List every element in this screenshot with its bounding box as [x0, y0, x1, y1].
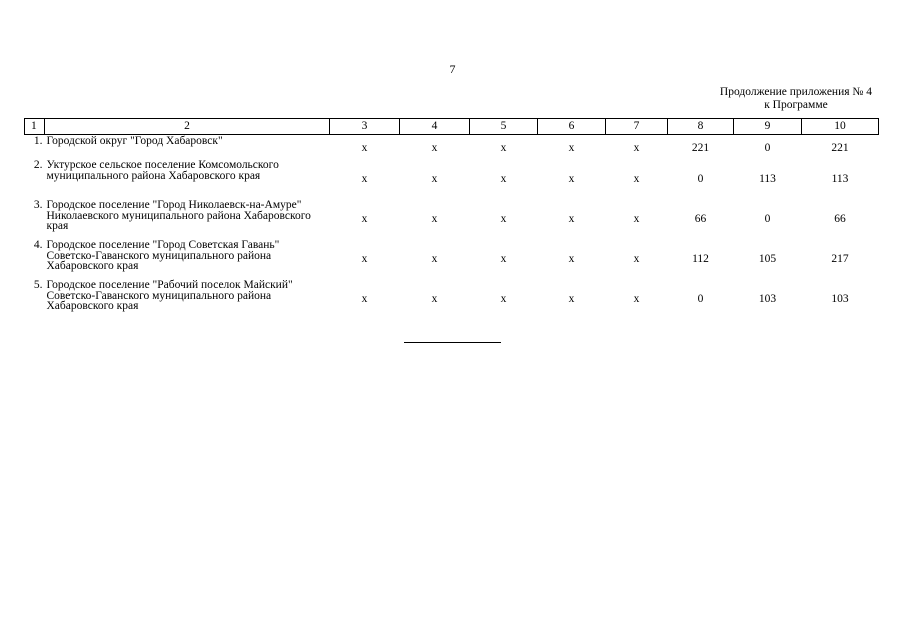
cell-c9: 103	[758, 292, 777, 305]
page-number: 7	[449, 62, 456, 76]
cell-c6: x	[568, 172, 575, 185]
cell-c10: 221	[831, 141, 849, 154]
table-row	[25, 279, 879, 319]
table-row	[25, 199, 879, 239]
appendix-continuation-note	[720, 86, 872, 112]
cell-c5: x	[500, 141, 507, 154]
cell-c8: 66	[694, 212, 707, 225]
cell-c7: x	[633, 172, 640, 185]
row-index: 1.	[33, 135, 43, 147]
header-col-10: 10	[802, 119, 879, 135]
cell-c3: x	[361, 212, 368, 225]
table-row	[25, 159, 879, 199]
row-index: 2.	[33, 159, 43, 171]
cell-c3: x	[361, 141, 368, 154]
row-name: Городское поселение "Город Советская Гавань" Советско-Гаванского муниципального района Хабаровского края	[46, 239, 280, 272]
row-index: 5.	[33, 279, 43, 291]
table-row	[25, 135, 879, 160]
cell-c7: x	[633, 212, 640, 225]
header-col-9: 9	[734, 119, 802, 135]
row-name: Городское поселение "Город Николаевск-на-Амуре" Николаевского муниципального района Хабаровского края	[46, 199, 311, 232]
header-col-6: 6	[538, 119, 606, 135]
continuation-line-1: Продолжение приложения № 4	[719, 86, 872, 98]
table-header-row	[25, 119, 879, 135]
cell-c4: x	[431, 252, 438, 265]
row-name: Городской округ "Город Хабаровск"	[46, 135, 223, 147]
row-name: Уктурское сельское поселение Комсомольского муниципального района Хабаровского края	[46, 159, 279, 182]
header-col-2: 2	[45, 119, 330, 135]
cell-c8: 112	[692, 252, 709, 265]
row-index: 3.	[33, 199, 43, 211]
cell-c8: 0	[697, 172, 704, 185]
cell-c4: x	[431, 172, 438, 185]
cell-c8: 221	[691, 141, 710, 154]
cell-c6: x	[568, 141, 575, 154]
cell-c10: 103	[831, 292, 849, 305]
cell-c7: x	[633, 292, 640, 305]
cell-c3: x	[361, 252, 368, 265]
cell-c9: 0	[764, 212, 771, 225]
header-col-7: 7	[606, 119, 668, 135]
cell-c9: 113	[759, 172, 776, 185]
cell-c9: 0	[764, 141, 771, 154]
cell-c10: 113	[831, 172, 849, 185]
header-col-3: 3	[330, 119, 400, 135]
cell-c6: x	[568, 252, 575, 265]
row-index: 4.	[33, 239, 43, 251]
header-col-4: 4	[400, 119, 470, 135]
row-name: Городское поселение "Рабочий поселок Майский" Советско-Гаванского муниципального района Хабаровского края	[46, 279, 293, 312]
cell-c3: x	[361, 172, 368, 185]
header-col-5: 5	[470, 119, 538, 135]
cell-c6: x	[568, 212, 575, 225]
table-row	[25, 239, 879, 279]
data-table	[24, 118, 879, 319]
cell-c4: x	[431, 212, 438, 225]
cell-c9: 105	[758, 252, 777, 265]
end-separator-line	[404, 342, 501, 343]
cell-c7: x	[633, 252, 640, 265]
cell-c5: x	[500, 212, 507, 225]
cell-c5: x	[500, 252, 507, 265]
header-col-8: 8	[668, 119, 734, 135]
cell-c10: 217	[831, 252, 849, 265]
cell-c6: x	[568, 292, 575, 305]
cell-c4: x	[431, 292, 438, 305]
cell-c5: x	[500, 172, 507, 185]
cell-c3: x	[361, 292, 368, 305]
cell-c5: x	[500, 292, 507, 305]
header-col-1: 1	[25, 119, 45, 135]
cell-c8: 0	[697, 292, 704, 305]
cell-c4: x	[431, 141, 438, 154]
cell-c7: x	[633, 141, 640, 154]
cell-c10: 66	[834, 212, 846, 225]
continuation-line-2: к Программе	[764, 99, 828, 111]
